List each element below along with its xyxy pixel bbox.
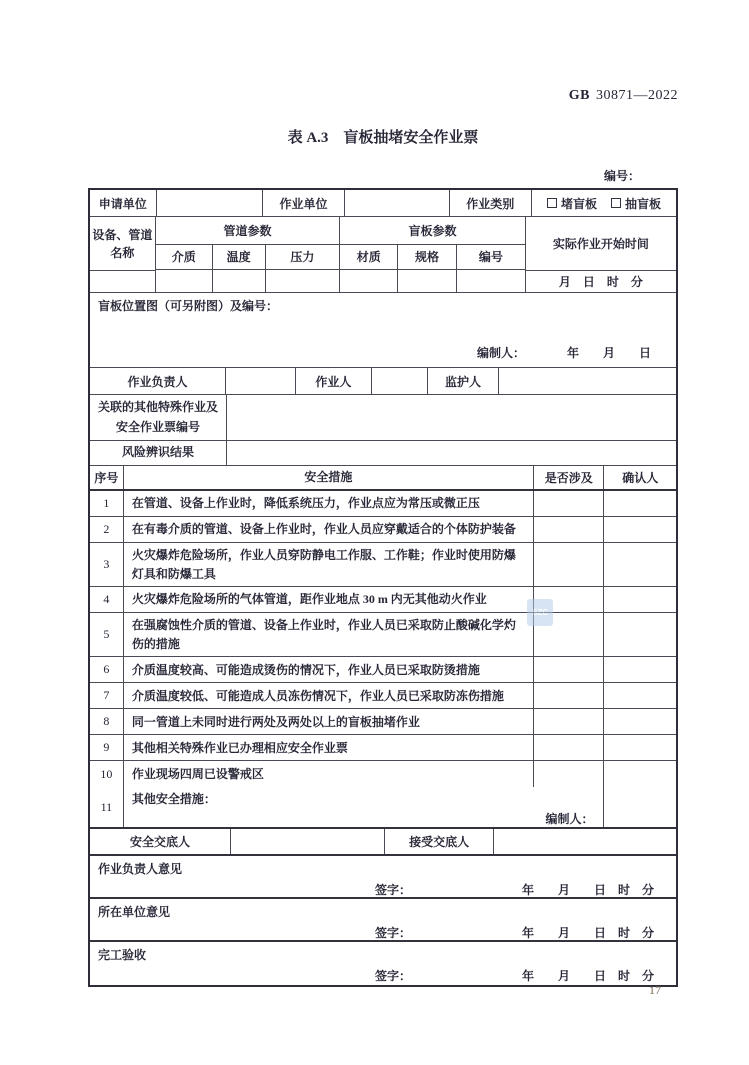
measure-number: 4: [90, 587, 124, 612]
measure-row: [90, 613, 676, 657]
medium-label: 介质: [156, 245, 213, 270]
checkbox-icon: [611, 198, 621, 208]
pressure-value: [266, 270, 341, 292]
measure-confirm-cell: [604, 683, 676, 708]
pipe-params-label: 管道参数: [156, 217, 341, 244]
opinion-label: 完工验收: [98, 948, 147, 963]
apply-unit-label: 申请单位: [90, 190, 157, 216]
measure-row: [90, 657, 676, 683]
number-label: 编号: [478, 250, 503, 265]
producer-date: 年 月 日: [566, 346, 651, 360]
measure-number: 9: [90, 735, 124, 760]
signature-line: [90, 967, 676, 989]
page-number: 17: [649, 983, 661, 997]
diagram-producer-line: [90, 344, 676, 367]
measure-row: [90, 587, 676, 613]
measure-number: 8: [90, 709, 124, 734]
measure-confirm-cell: [604, 543, 676, 586]
measure-text: 作业现场四周已设警戒区: [124, 761, 534, 787]
work-leader-label: 作业负责人: [90, 368, 226, 394]
apply-unit-value: [157, 190, 263, 216]
header-row: [90, 190, 676, 217]
document-page: [88, 0, 678, 987]
params-grid: [156, 217, 526, 292]
measure-number: 10: [90, 761, 124, 787]
diagram-label: 盲板位置图（可另附图）及编号：: [98, 299, 279, 313]
briefing-receiver-value: [494, 829, 676, 854]
measure-confirm-cell: [604, 657, 676, 682]
risk-identification-row: [90, 441, 676, 466]
briefing-receiver-label: 接受交底人: [385, 829, 494, 854]
related-permits-row: [90, 395, 676, 441]
measure-number: 11: [90, 787, 124, 827]
measure-involved-cell: [534, 517, 605, 542]
blind-position-diagram-cell: [90, 293, 676, 368]
measure-confirm-cell: [604, 735, 676, 760]
measure-involved-cell: [534, 735, 605, 760]
device-pipe-name-value: [90, 271, 155, 292]
signature-date: 年 月 日 时 分: [521, 883, 654, 898]
standard-code-prefix: GB: [568, 88, 590, 103]
measure-number: 7: [90, 683, 124, 708]
safety-briefer-value: [231, 829, 385, 854]
opinions-section: [90, 856, 676, 985]
measure-text: 介质温度较高、可能造成烫伤的情况下，作业人员已采取防烫措施: [124, 657, 534, 682]
medium-value: [156, 270, 213, 292]
measure-row-other: [90, 787, 676, 829]
checkbox-plug-blind-label: 堵盲板: [560, 196, 597, 211]
standard-code: [88, 0, 678, 104]
measure-confirm-cell: [604, 491, 676, 516]
measure-confirm-cell: [604, 613, 676, 656]
work-permit-table: [88, 188, 678, 987]
risk-identification-value: [227, 441, 676, 465]
measure-involved-cell: [534, 683, 605, 708]
measures-text-header: 安全措施: [124, 466, 534, 489]
signature-label: 签字：: [375, 969, 412, 984]
checkbox-icon: [547, 198, 557, 208]
start-time-column: [526, 217, 676, 292]
producer-label: 编制人：: [476, 346, 525, 360]
device-pipe-name-label: 设备、管道 名称: [90, 217, 155, 271]
guardian-label: 监护人: [428, 368, 500, 394]
spec-label: 规格: [398, 245, 457, 270]
measure-number: 1: [90, 491, 124, 516]
measure-involved-cell: [534, 491, 605, 516]
material-label: 材质: [340, 245, 398, 270]
opinion-row: [90, 856, 676, 899]
measure-row: [90, 517, 676, 543]
device-pipe-name-column: [90, 217, 156, 292]
measure-confirm-cell: [604, 709, 676, 734]
worker-label: 作业人: [296, 368, 373, 394]
measures-body: [90, 491, 676, 787]
measure-row: [90, 761, 676, 787]
material-value: [340, 270, 398, 292]
measure-text: 火灾爆炸危险场所，作业人员穿防静电工作服、工作鞋；作业时使用防爆灯具和防爆工具: [124, 543, 534, 586]
other-measures-label: 其他安全措施：: [131, 792, 216, 807]
related-permits-label: 关联的其他特殊作业及 安全作业票编号: [90, 395, 227, 440]
measure-row: [90, 543, 676, 587]
checkbox-plug-blind[interactable]: [547, 195, 597, 212]
briefing-row: [90, 829, 676, 856]
measure-number: 6: [90, 657, 124, 682]
start-time-label: 实际作业开始时间: [526, 217, 676, 271]
measure-text: 介质温度较低、可能造成人员冻伤情况下，作业人员已采取防冻伤措施: [124, 683, 534, 708]
other-measures-producer: 编制人：: [545, 812, 594, 827]
measure-text: 在强腐蚀性介质的管道、设备上作业时，作业人员已采取防止酸碱化学灼伤的措施: [124, 613, 534, 656]
measure-text: 火灾爆炸危险场所的气体管道，距作业地点 30 m 内无其他动火作业: [124, 587, 534, 612]
other-measures-cell: [124, 787, 605, 827]
measure-involved-cell: [534, 709, 605, 734]
measure-number: 2: [90, 517, 124, 542]
standard-code-number: 30871—2022: [596, 88, 678, 103]
safety-briefer-label: 安全交底人: [90, 829, 231, 854]
measures-confirm-header: 确认人: [622, 471, 659, 485]
signature-label: 签字：: [375, 883, 412, 898]
opinion-row: [90, 899, 676, 942]
temperature-value: [213, 270, 266, 292]
opinion-label: 作业负责人意见: [98, 862, 183, 877]
opinion-row: [90, 942, 676, 985]
risk-identification-label: 风险辨识结果: [90, 441, 227, 465]
temperature-label: 温度: [213, 245, 266, 270]
work-unit-value: [345, 190, 449, 216]
measures-involved-header: 是否涉及: [534, 466, 605, 489]
measure-number: 5: [90, 613, 124, 656]
number-value: [457, 270, 525, 292]
work-category-label: 作业类别: [450, 190, 532, 216]
related-permits-value: [227, 395, 676, 440]
measure-involved-cell: [534, 543, 605, 586]
work-category-options: [532, 190, 676, 216]
measure-confirm-cell: [604, 587, 676, 612]
measure-row: [90, 709, 676, 735]
work-unit-label: 作业单位: [263, 190, 345, 216]
measure-row: [90, 683, 676, 709]
checkbox-extract-blind[interactable]: [611, 195, 661, 212]
measure-number: 3: [90, 543, 124, 586]
worker-value: [372, 368, 428, 394]
serial-number-label: 编号：: [603, 169, 640, 183]
measure-text: 在管道、设备上作业时，降低系统压力，作业点应为常压或微正压: [124, 491, 534, 516]
work-leader-value: [226, 368, 296, 394]
signature-date: 年 月 日 时 分: [521, 969, 654, 984]
measure-confirm-cell: [604, 761, 676, 787]
signature-label: 签字：: [375, 926, 412, 941]
measure-text: 在有毒介质的管道、设备上作业时，作业人员应穿戴适合的个体防护装备: [124, 517, 534, 542]
blind-params-label: 盲板参数: [408, 223, 457, 238]
checkbox-extract-blind-label: 抽盲板: [625, 196, 662, 211]
watermark-stamp: SZC: [527, 599, 553, 626]
measure-row: [90, 491, 676, 517]
page-title: 表 A.3 盲板抽堵安全作业票: [287, 130, 479, 146]
start-time-value: 月 日 时 分: [558, 275, 643, 289]
spec-value: [398, 270, 457, 292]
measure-text: 其他相关特殊作业已办理相应安全作业票: [124, 735, 534, 760]
measure-involved-cell: [534, 657, 605, 682]
measure-confirm-cell: [604, 787, 676, 827]
parameters-section: [90, 217, 676, 293]
signature-date: 年 月 日 时 分: [521, 926, 654, 941]
opinion-label: 所在单位意见: [98, 905, 171, 920]
measures-no-header: 序号: [90, 466, 124, 489]
measure-row: [90, 735, 676, 761]
measure-involved-cell: [534, 761, 605, 787]
measures-header-row: [90, 466, 676, 491]
persons-row: [90, 368, 676, 395]
pressure-label: 压力: [266, 245, 341, 270]
measure-confirm-cell: [604, 517, 676, 542]
guardian-value: [499, 368, 676, 394]
measure-text: 同一管道上未同时进行两处及两处以上的盲板抽堵作业: [124, 709, 534, 734]
